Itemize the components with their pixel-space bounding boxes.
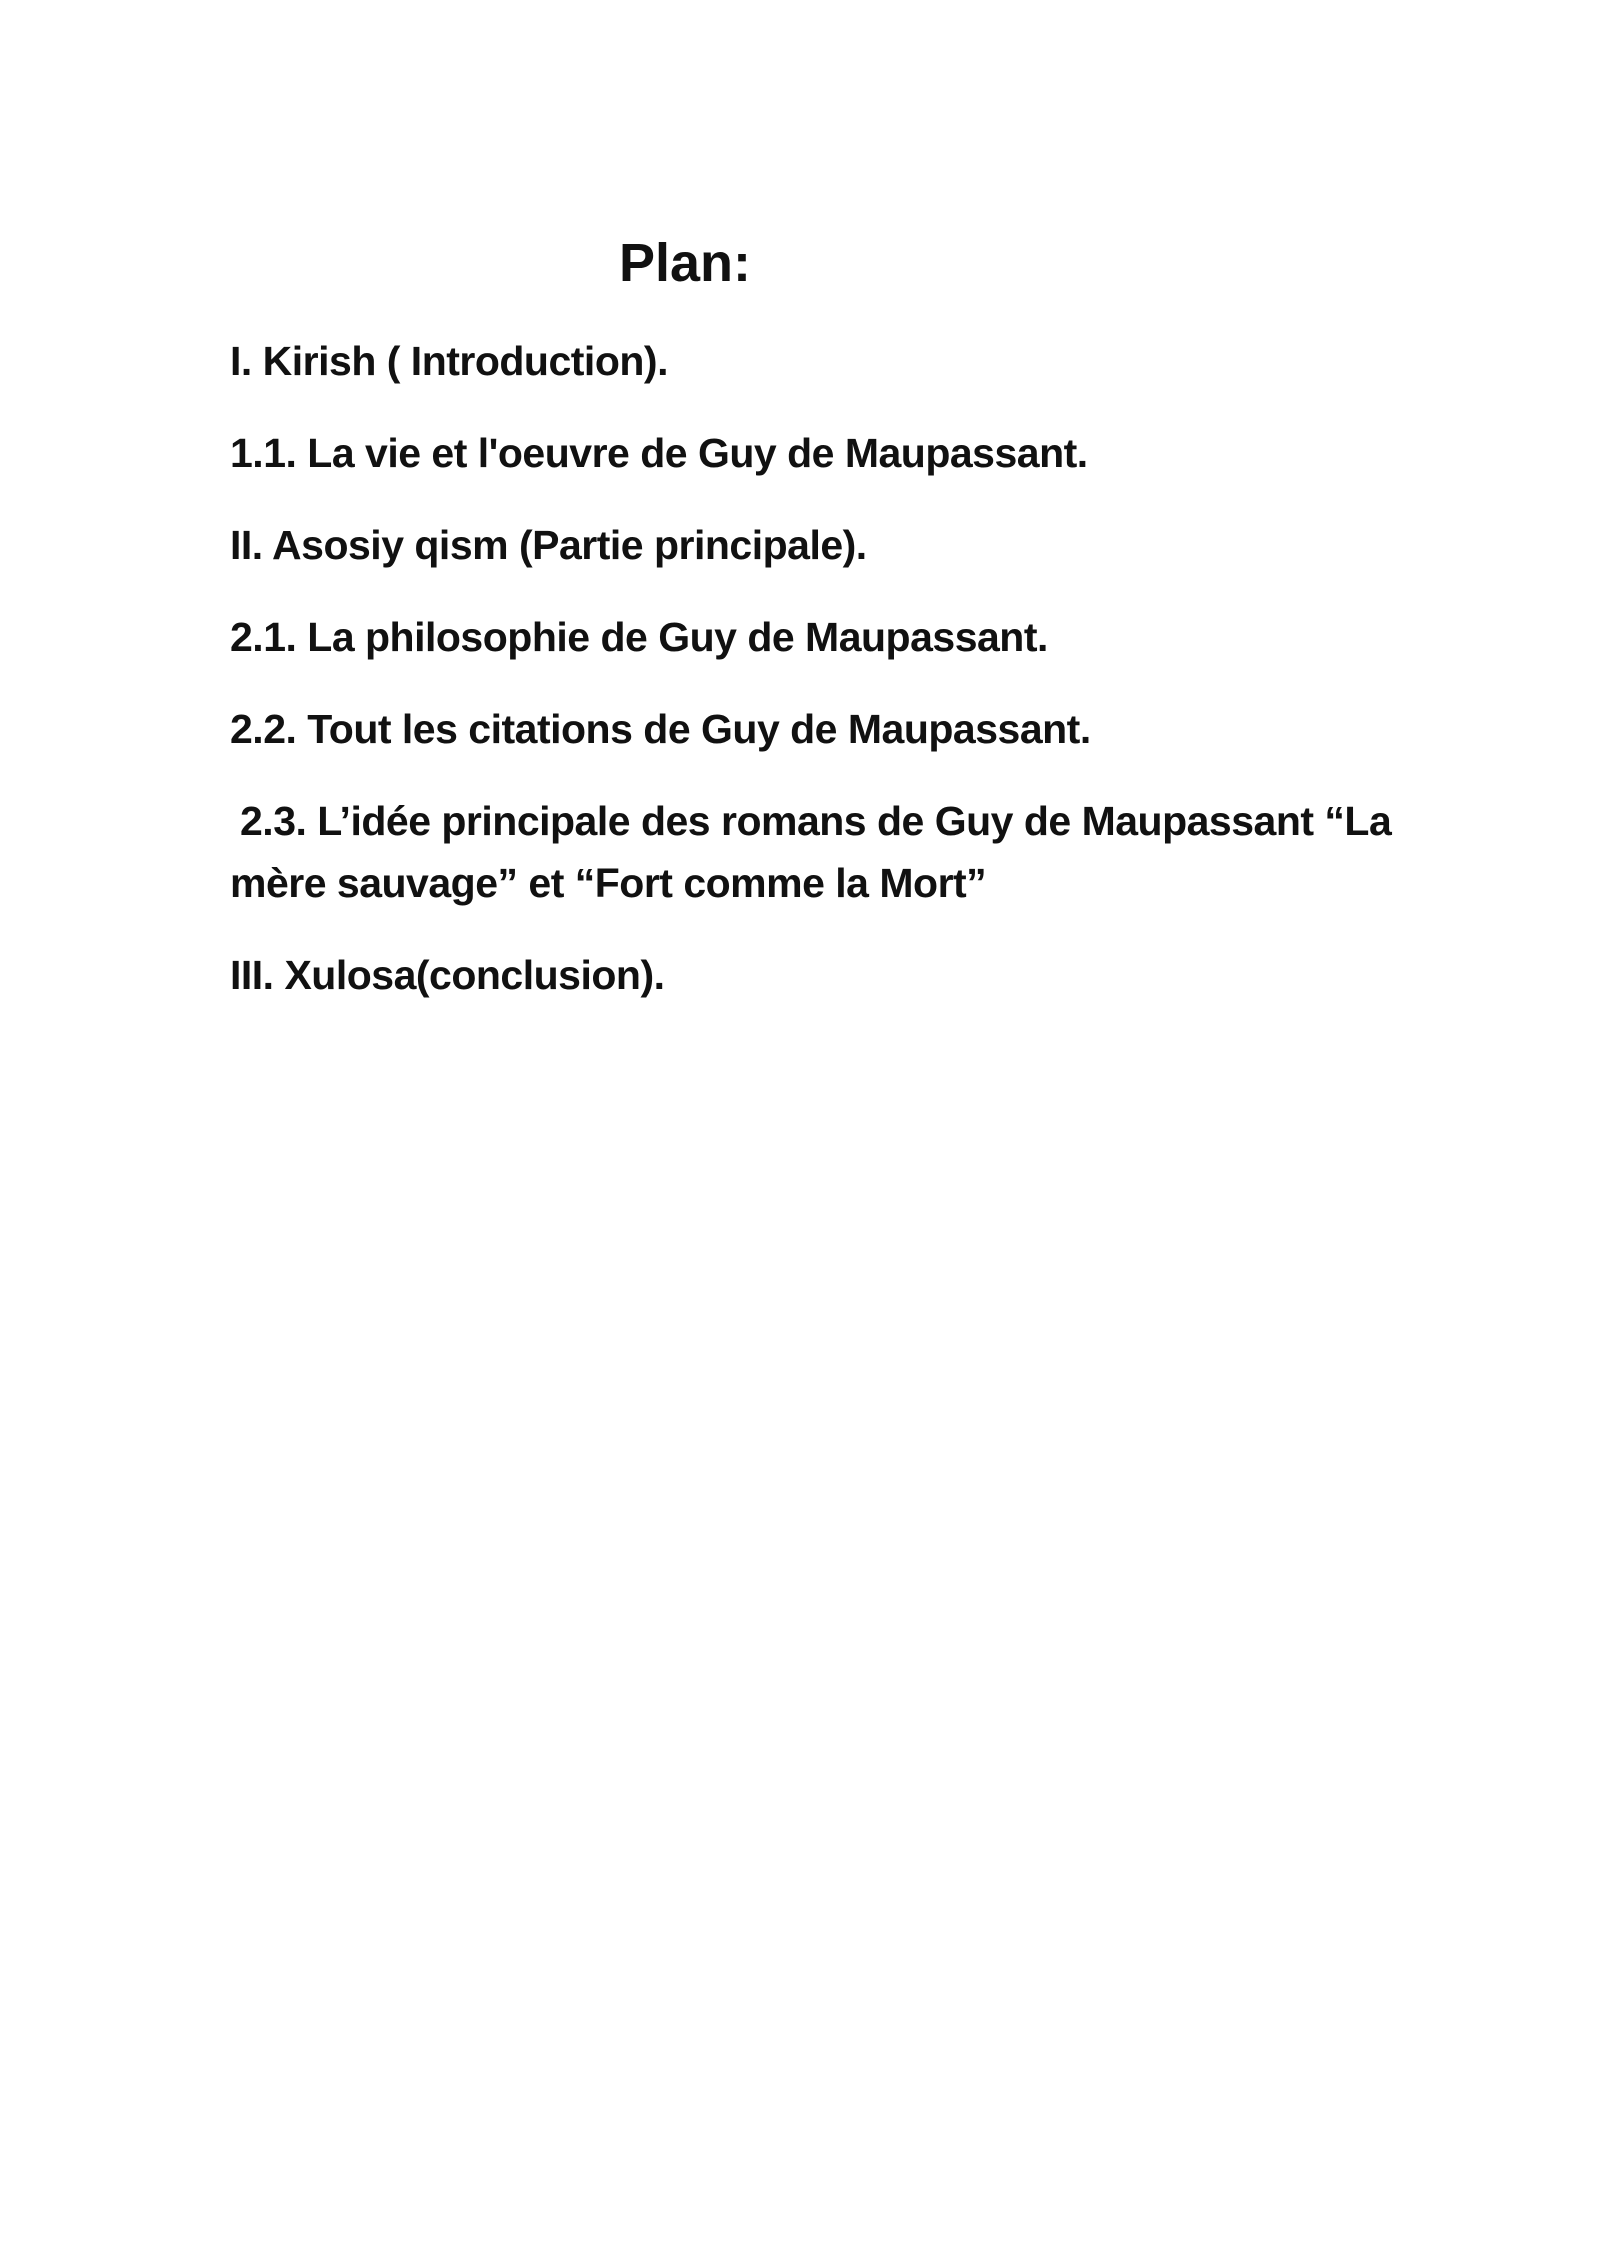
plan-item-citations: 2.2. Tout les citations de Guy de Maupassant. xyxy=(230,706,1091,752)
plan-item-vie-oeuvre: 1.1. La vie et l'oeuvre de Guy de Maupassant. xyxy=(230,430,1088,476)
plan-item-idee-principale-line2: mère sauvage” et “Fort comme la Mort” xyxy=(230,860,987,906)
plan-list xyxy=(230,330,1430,1036)
plan-item-partie-principale: II. Asosiy qism (Partie principale). xyxy=(230,522,867,568)
plan-item-idee-principale xyxy=(230,790,1430,914)
plan-item-idee-principale-line1: 2.3. L’idée principale des romans de Guy de Maupassant “La xyxy=(240,798,1392,844)
plan-item-philosophie: 2.1. La philosophie de Guy de Maupassant. xyxy=(230,614,1048,660)
plan-item-introduction: I. Kirish ( Introduction). xyxy=(230,338,668,384)
plan-item-conclusion: III. Xulosa(conclusion). xyxy=(230,952,665,998)
page-title: Plan: xyxy=(618,233,752,293)
